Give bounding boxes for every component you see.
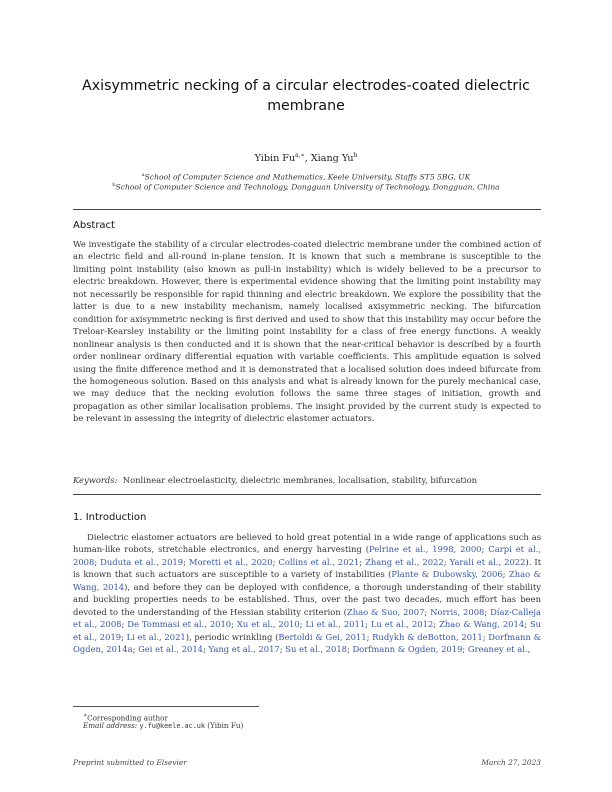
author-marks: a,∗ xyxy=(295,152,305,159)
footnote-email xyxy=(83,721,243,731)
body-text: ; xyxy=(481,544,489,555)
citation-link[interactable]: Rudykh & deBotton, 2011 xyxy=(372,631,483,642)
section-heading: 1. Introduction xyxy=(73,512,147,523)
body-text: ; xyxy=(359,556,366,567)
citation-link[interactable]: Carpi et al., 2008 xyxy=(73,544,542,567)
abstract-heading: Abstract xyxy=(73,220,115,231)
author-name: Xiang Yu xyxy=(310,153,354,165)
email-link[interactable]: y.fu@keele.ac.uk xyxy=(139,722,205,730)
citation-link[interactable]: Li et al., 2011 xyxy=(305,619,366,630)
paper-title: Axisymmetric necking of a circular electrodes-coated dielectric membrane xyxy=(82,78,530,114)
body-text: ; xyxy=(482,631,489,642)
citation-link[interactable]: De Tommasi et al., 2010 xyxy=(127,619,232,630)
intro-paragraph xyxy=(73,531,541,656)
footnote-text: Corresponding author xyxy=(87,713,168,723)
citation-link[interactable]: Collins et al., 2021 xyxy=(278,556,360,567)
citation-link[interactable]: Zhao & Wang, 2014 xyxy=(73,569,541,592)
footer-preprint: Preprint submitted to Elsevier xyxy=(73,758,187,767)
citation-link[interactable]: Bertoldi & Gei, 2011 xyxy=(278,631,367,642)
keywords xyxy=(73,475,541,485)
email-label: Email address: xyxy=(83,721,138,730)
citation-link[interactable]: Zhang et al., 2022 xyxy=(365,556,444,567)
body-text: ; xyxy=(132,644,139,655)
divider xyxy=(73,494,541,495)
footer-date: March 27, 2023 xyxy=(481,758,541,767)
footnote-divider xyxy=(73,706,259,707)
keywords-label: Keywords: xyxy=(73,475,118,485)
citation-link[interactable]: Gei et al., 2014 xyxy=(138,644,204,655)
body-text: ), and before they can be deployed with confidence, a thorough understanding of their stability and buckling properties needs to be established. Thus, over the past two decades, much effort has been devoted to the understanding of the Hessian stability criterion ( xyxy=(73,581,541,617)
citation-link[interactable]: Yang et al., 2017 xyxy=(208,644,280,655)
citation-link[interactable]: Zhao & Suo, 2007 xyxy=(346,606,425,617)
body-text: ; xyxy=(299,619,306,630)
citation-link[interactable]: Dorfmann & Ogden, 2019 xyxy=(352,644,463,655)
body-text: ; xyxy=(121,619,128,630)
email-name: (Yibin Fu) xyxy=(207,721,244,730)
citation-link[interactable]: Su et al., 2018 xyxy=(285,644,347,655)
author-separator: , xyxy=(304,153,311,165)
citation-link[interactable]: Su et al., 2019 xyxy=(73,619,542,642)
citation-link[interactable]: Plante & Dubowsky, 2006 xyxy=(391,569,503,580)
divider xyxy=(73,209,541,210)
affiliation-text: School of Computer Science and Technology, Dongguan University of Technology, Dongguan, China xyxy=(115,182,500,192)
abstract-text: We investigate the stability of a circular electrodes-coated dielectric membrane under the combined action of an electric field and all-round in-plane tension. It is known that such a membrane is susceptible to the limiting point instability (also known as pull-in instability) which is widely believed to be a precursor to electric breakdown. However, there is experimental evidence showing that the limiting point instability may not necessarily be responsible for rapid thinning and electric breakdown. We explore the possibility that the latter is due to a new instability mechanism, namely localised axisymmetric necking. The bifurcation condition for axisymmetric necking is first derived and used to show that this instability may occur before the Treloar-Kearsley instability or the limiting point instability for a class of free energy functions. A weakly nonlinear analysis is then conducted and it is shown that the near-critical behavior is described by a fourth order nonlinear ordinary differential equation with variable coefficients. This amplitude equation is solved using the finite difference method and it is demonstrated that a localised solution does indeed bifurcate from the homogeneous solution. Based on this analysis and what is already known for the purely mechanical case, we may deduce that the necking evolution follows the same three stages of initiation, growth and propagation as other similar localisation problems. The insight provided by the current study is expected to be relevant in assessing the integrity of dielectric elastomer actuators. xyxy=(73,239,541,424)
body-text: ; xyxy=(484,606,491,617)
body-text: ), periodic wrinkling ( xyxy=(185,631,279,642)
keywords-text: Nonlinear electroelasticity, dielectric membranes, localisation, stability, bifurcation xyxy=(122,475,478,485)
citation-link[interactable]: Lu et al., 2012 xyxy=(370,619,434,630)
body-text: ; xyxy=(462,644,468,655)
citation-link[interactable]: Norris, 2008 xyxy=(430,606,485,617)
body-text: ; xyxy=(524,619,530,630)
body-text: ; xyxy=(203,644,209,655)
citation-link[interactable]: Pelrine et al., 1998, 2000 xyxy=(369,544,482,555)
affiliation-a xyxy=(0,172,612,182)
citation-link[interactable]: Yarali et al., 2022 xyxy=(449,556,526,567)
body-text: , xyxy=(527,644,531,655)
body-text: ). It is known that such actuators are susceptible to a variety of instabilities ( xyxy=(73,556,542,580)
body-text: ; xyxy=(365,619,371,630)
body-text: Dielectric elastomer actuators are believed to hold great potential in a wide range of applications such as human-like robots, stretchable electronics, and energy harvesting ( xyxy=(73,532,541,555)
body-text: ; xyxy=(502,569,509,580)
body-text: ; xyxy=(183,556,189,567)
body-text: ; xyxy=(443,556,450,567)
citation-link[interactable]: Moretti et al., 2020 xyxy=(188,556,273,567)
citation-link[interactable]: Xu et al., 2010 xyxy=(236,619,300,630)
affiliation-text: School of Computer Science and Mathematics, Keele University, Staffs ST5 5BG, UK xyxy=(144,172,471,182)
body-text: ; xyxy=(231,619,237,630)
author-marks: b xyxy=(353,152,358,159)
footnote-mark: ∗ xyxy=(83,712,88,719)
body-text: ; xyxy=(279,644,286,655)
citation-link[interactable]: Li et al., 2021 xyxy=(126,631,186,642)
affiliation-mark: b xyxy=(112,182,116,188)
citation-link[interactable]: Zhao & Wang, 2014 xyxy=(439,619,525,630)
citation-link[interactable]: Dorfmann & Ogden, 2014a xyxy=(73,631,542,655)
body-text: ; xyxy=(424,606,431,617)
body-text: ; xyxy=(272,556,279,567)
author-line xyxy=(0,152,612,164)
body-text: ; xyxy=(121,631,127,642)
body-text: ; xyxy=(94,556,101,567)
author-name: Yibin Fu xyxy=(254,153,296,165)
body-text: ; xyxy=(433,619,440,630)
body-text: ; xyxy=(366,631,373,642)
affiliation-b xyxy=(0,182,612,192)
citation-link[interactable]: Duduta et al., 2019 xyxy=(100,556,184,567)
citation-link[interactable]: Greaney et al. xyxy=(467,644,528,655)
affiliation-mark: a xyxy=(141,172,145,178)
body-text: ; xyxy=(346,644,353,655)
citation-link[interactable]: Díaz-Calleja et al., 2008 xyxy=(73,606,542,630)
